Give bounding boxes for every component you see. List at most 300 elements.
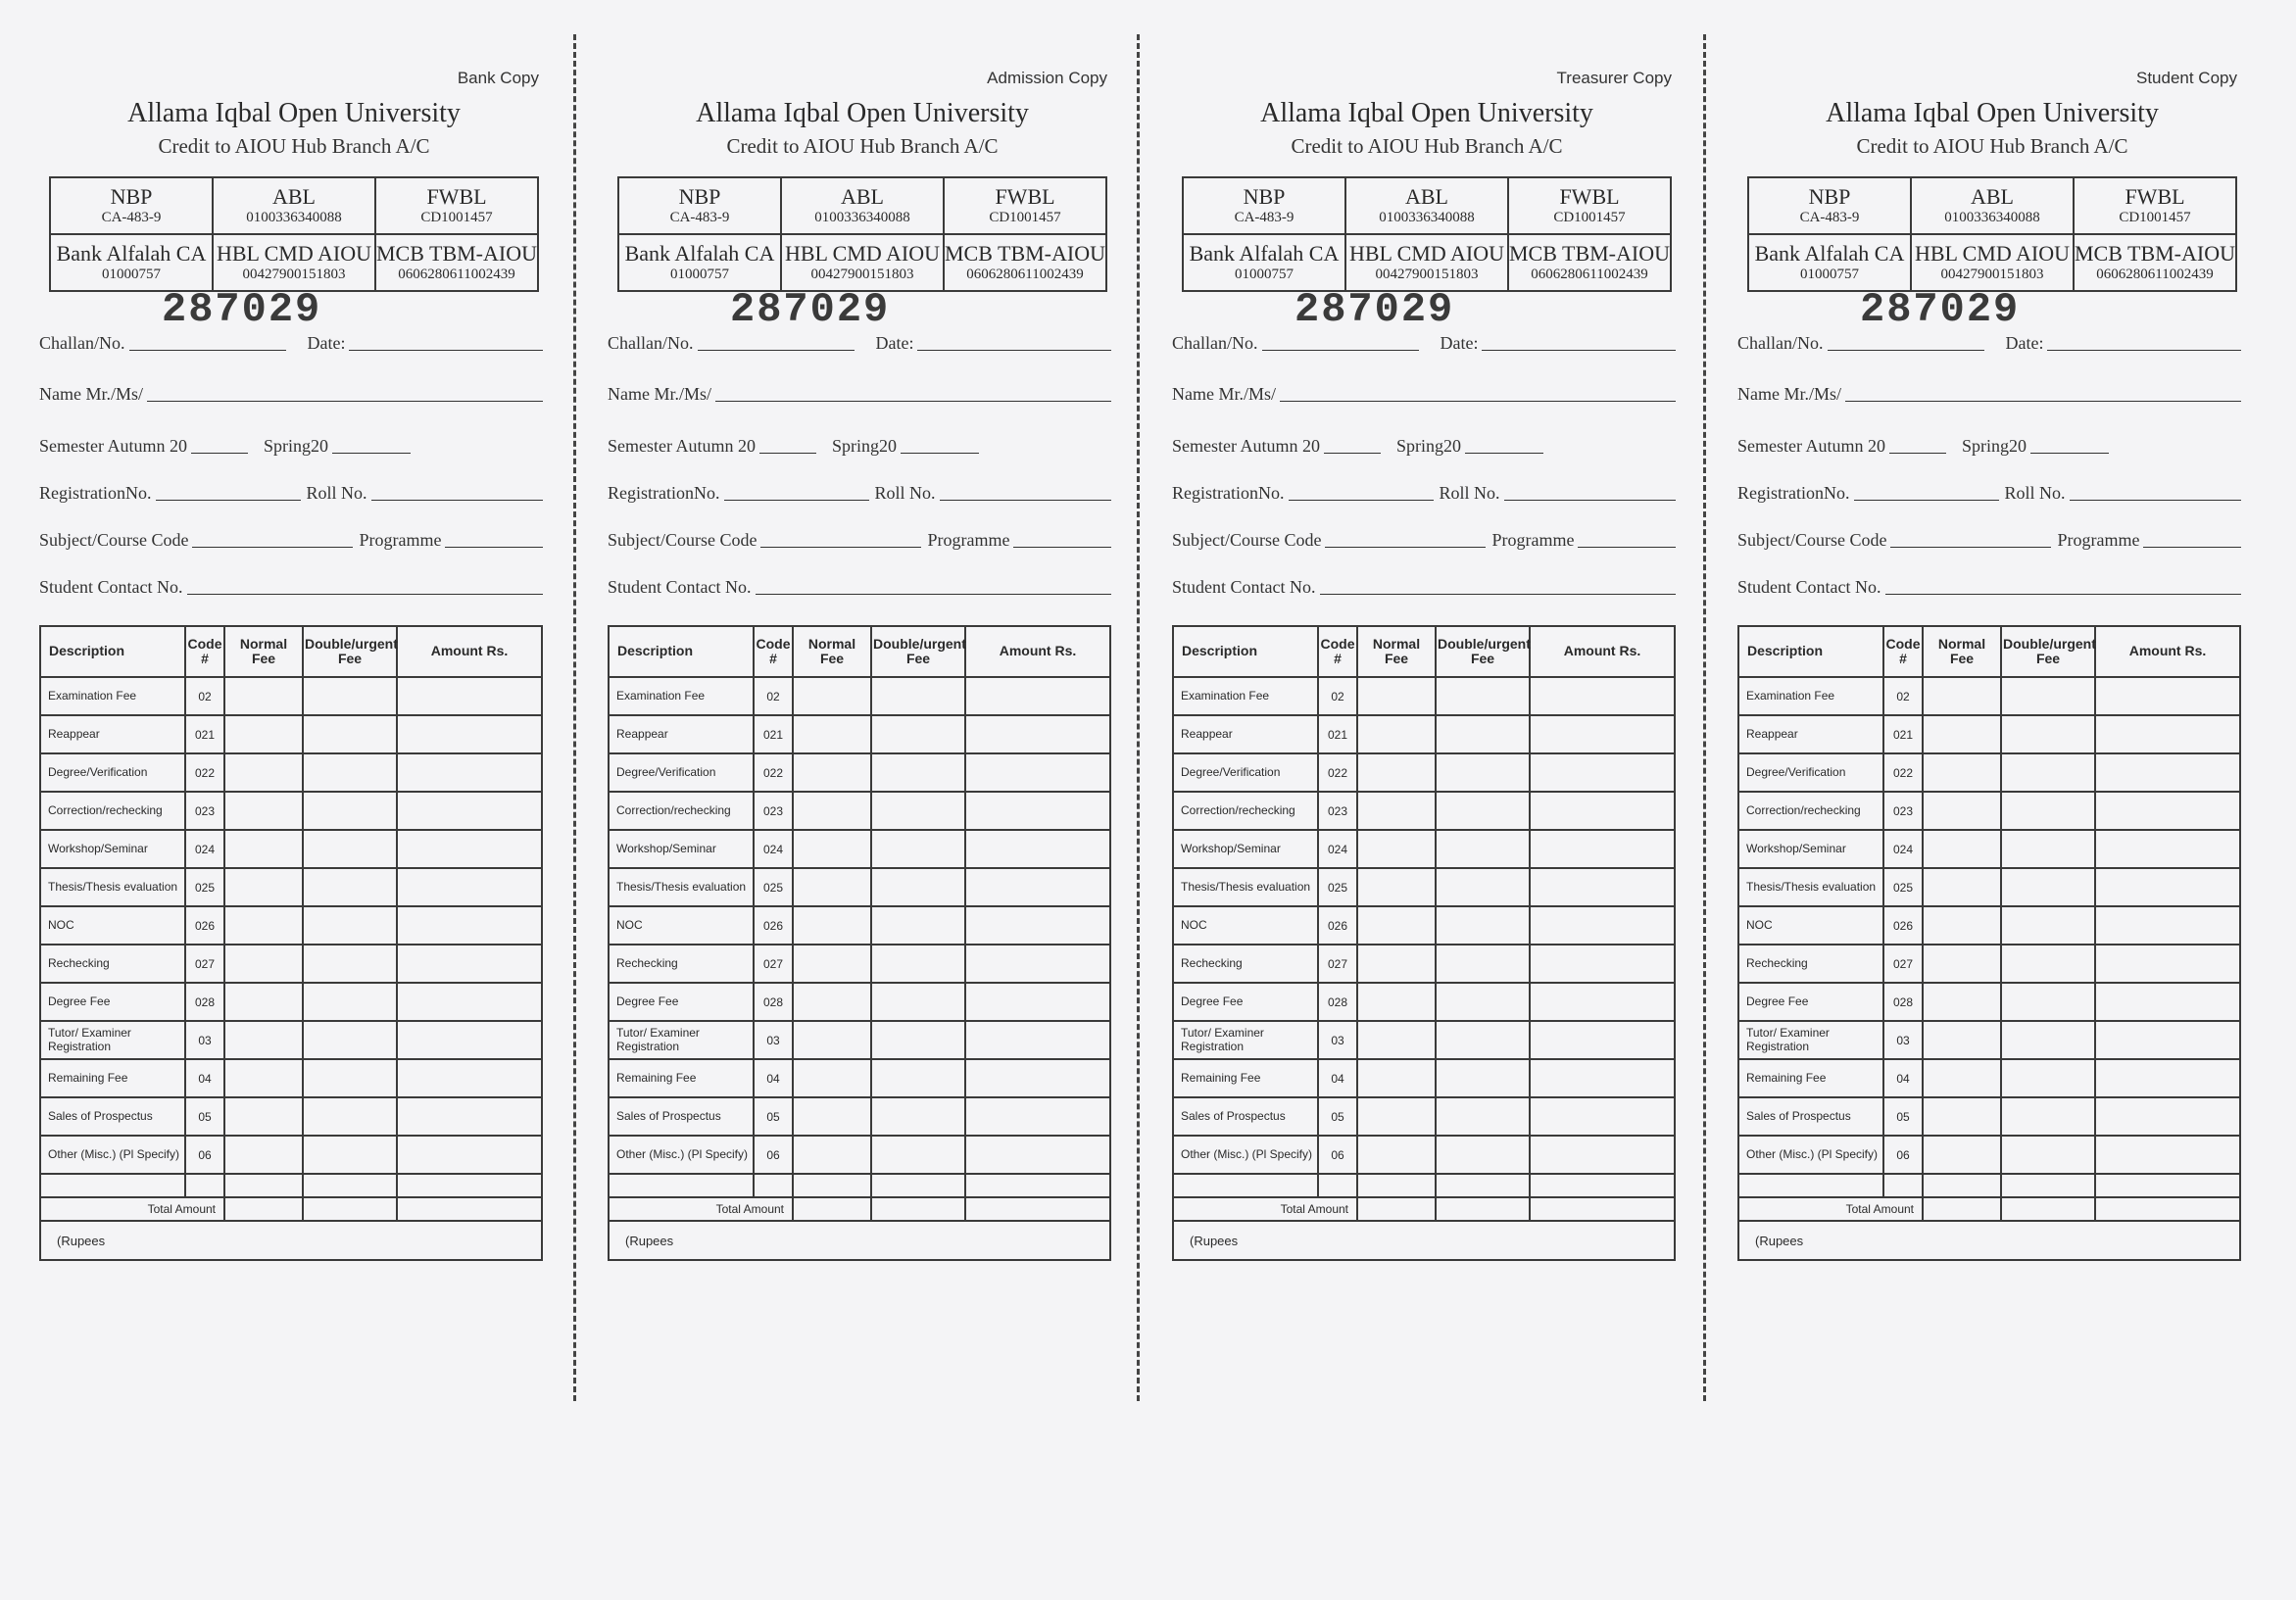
normal-fee-cell[interactable] bbox=[793, 1059, 871, 1097]
normal-fee-cell[interactable] bbox=[224, 677, 303, 715]
amount-cell[interactable] bbox=[1530, 830, 1675, 868]
double-fee-cell[interactable] bbox=[303, 753, 397, 792]
normal-fee-cell[interactable] bbox=[224, 753, 303, 792]
blank-cell[interactable] bbox=[871, 1174, 965, 1197]
autumn-year-field[interactable] bbox=[191, 435, 248, 454]
double-fee-header: Double/urgent Fee bbox=[871, 626, 965, 677]
bank-account: 0606280611002439 bbox=[398, 267, 515, 283]
fee-description: Correction/rechecking bbox=[609, 792, 754, 830]
programme-field[interactable] bbox=[1013, 529, 1111, 548]
normal-fee-cell[interactable] bbox=[793, 830, 871, 868]
fee-code: 022 bbox=[185, 753, 224, 792]
double-fee-cell[interactable] bbox=[303, 792, 397, 830]
double-fee-cell[interactable] bbox=[1436, 983, 1530, 1021]
amount-cell[interactable] bbox=[965, 945, 1110, 983]
spring-year-field[interactable] bbox=[1465, 435, 1543, 454]
cut-line-1 bbox=[573, 34, 576, 1401]
double-fee-cell[interactable] bbox=[303, 1059, 397, 1097]
amount-cell[interactable] bbox=[397, 753, 542, 792]
fee-code: 026 bbox=[754, 906, 793, 945]
normal-fee-cell[interactable] bbox=[793, 753, 871, 792]
rupees-row bbox=[609, 1221, 1110, 1260]
fee-code: 027 bbox=[754, 945, 793, 983]
double-fee-cell[interactable] bbox=[303, 1136, 397, 1174]
roll-field[interactable] bbox=[2070, 482, 2241, 501]
total-double-cell[interactable] bbox=[1436, 1197, 1530, 1221]
amount-cell[interactable] bbox=[1530, 1059, 1675, 1097]
normal-fee-cell[interactable] bbox=[1923, 906, 2001, 945]
double-fee-cell[interactable] bbox=[871, 1136, 965, 1174]
double-fee-cell[interactable] bbox=[2001, 830, 2095, 868]
amount-cell[interactable] bbox=[2095, 1097, 2240, 1136]
amount-cell[interactable] bbox=[397, 677, 542, 715]
double-fee-cell[interactable] bbox=[2001, 753, 2095, 792]
amount-cell[interactable] bbox=[2095, 945, 2240, 983]
fee-row bbox=[1173, 1021, 1675, 1059]
amount-cell[interactable] bbox=[2095, 830, 2240, 868]
fee-description: Tutor/ Examiner Registration bbox=[1173, 1021, 1318, 1059]
normal-fee-cell[interactable] bbox=[224, 715, 303, 753]
double-fee-cell[interactable] bbox=[871, 983, 965, 1021]
normal-fee-cell[interactable] bbox=[224, 792, 303, 830]
registration-field[interactable] bbox=[156, 482, 301, 501]
normal-fee-cell[interactable] bbox=[1923, 945, 2001, 983]
challan-no-field[interactable] bbox=[1262, 332, 1419, 351]
registration-field[interactable] bbox=[1289, 482, 1434, 501]
amount-cell[interactable] bbox=[965, 1021, 1110, 1059]
blank-cell[interactable] bbox=[303, 1174, 397, 1197]
bank-name: Bank Alfalah CA bbox=[56, 241, 207, 267]
double-fee-cell[interactable] bbox=[871, 868, 965, 906]
fee-row bbox=[1173, 1097, 1675, 1136]
amount-cell[interactable] bbox=[397, 792, 542, 830]
amount-cell[interactable] bbox=[2095, 753, 2240, 792]
amount-cell[interactable] bbox=[2095, 677, 2240, 715]
normal-fee-cell[interactable] bbox=[1357, 868, 1436, 906]
double-fee-cell[interactable] bbox=[1436, 1097, 1530, 1136]
double-fee-cell[interactable] bbox=[1436, 1059, 1530, 1097]
amount-cell[interactable] bbox=[1530, 792, 1675, 830]
programme-field[interactable] bbox=[445, 529, 543, 548]
bank-cell bbox=[944, 234, 1106, 291]
amount-cell[interactable] bbox=[1530, 868, 1675, 906]
double-fee-cell[interactable] bbox=[2001, 983, 2095, 1021]
date-field[interactable] bbox=[349, 332, 543, 351]
amount-cell[interactable] bbox=[1530, 983, 1675, 1021]
amount-cell[interactable] bbox=[965, 753, 1110, 792]
challan-no-field[interactable] bbox=[698, 332, 855, 351]
blank-cell[interactable] bbox=[793, 1174, 871, 1197]
semester-row bbox=[1172, 431, 1682, 457]
bank-account: CA-483-9 bbox=[101, 210, 162, 226]
normal-fee-cell[interactable] bbox=[1357, 906, 1436, 945]
normal-fee-cell[interactable] bbox=[1357, 792, 1436, 830]
contact-field[interactable] bbox=[756, 576, 1112, 595]
fee-row bbox=[609, 945, 1110, 983]
double-fee-cell[interactable] bbox=[871, 753, 965, 792]
amount-cell[interactable] bbox=[2095, 1136, 2240, 1174]
fee-description: Other (Misc.) (Pl Specify) bbox=[1173, 1136, 1318, 1174]
double-fee-cell[interactable] bbox=[1436, 906, 1530, 945]
date-label: Date: bbox=[875, 333, 914, 353]
normal-fee-cell[interactable] bbox=[793, 906, 871, 945]
normal-fee-cell[interactable] bbox=[1357, 830, 1436, 868]
amount-cell[interactable] bbox=[965, 868, 1110, 906]
programme-field[interactable] bbox=[2143, 529, 2241, 548]
amount-cell[interactable] bbox=[965, 1097, 1110, 1136]
total-normal-cell[interactable] bbox=[1923, 1197, 2001, 1221]
double-fee-cell[interactable] bbox=[1436, 830, 1530, 868]
normal-fee-cell[interactable] bbox=[1357, 1059, 1436, 1097]
double-fee-cell[interactable] bbox=[303, 868, 397, 906]
normal-fee-cell[interactable] bbox=[1357, 1136, 1436, 1174]
date-label: Date: bbox=[1440, 333, 1479, 353]
normal-fee-cell[interactable] bbox=[1357, 1021, 1436, 1059]
amount-cell[interactable] bbox=[2095, 715, 2240, 753]
name-field[interactable] bbox=[715, 383, 1111, 402]
bank-name: MCB TBM-AIOU bbox=[376, 241, 538, 267]
normal-fee-cell[interactable] bbox=[1923, 1059, 2001, 1097]
amount-cell[interactable] bbox=[965, 830, 1110, 868]
fee-description: Degree/Verification bbox=[1173, 753, 1318, 792]
total-amount-cell[interactable] bbox=[2095, 1197, 2240, 1221]
bank-accounts-table bbox=[617, 176, 1107, 292]
contact-field[interactable] bbox=[1320, 576, 1677, 595]
blank-cell[interactable] bbox=[1436, 1174, 1530, 1197]
challan-no-field[interactable] bbox=[1828, 332, 1984, 351]
total-amount-cell[interactable] bbox=[397, 1197, 542, 1221]
amount-cell[interactable] bbox=[397, 1059, 542, 1097]
double-fee-cell[interactable] bbox=[2001, 792, 2095, 830]
amount-cell[interactable] bbox=[1530, 1021, 1675, 1059]
normal-fee-cell[interactable] bbox=[793, 1097, 871, 1136]
double-fee-cell[interactable] bbox=[1436, 677, 1530, 715]
normal-fee-cell[interactable] bbox=[1923, 1097, 2001, 1136]
fee-row bbox=[1173, 792, 1675, 830]
double-fee-cell[interactable] bbox=[1436, 792, 1530, 830]
name-row bbox=[1737, 379, 2247, 405]
autumn-year-field[interactable] bbox=[1324, 435, 1381, 454]
blank-cell bbox=[1173, 1174, 1318, 1197]
spring-year-field[interactable] bbox=[2030, 435, 2109, 454]
double-fee-cell[interactable] bbox=[303, 715, 397, 753]
cut-line-3 bbox=[1703, 34, 1706, 1401]
fee-description: Examination Fee bbox=[1738, 677, 1883, 715]
blank-cell[interactable] bbox=[2001, 1174, 2095, 1197]
bank-account: CD1001457 bbox=[2119, 210, 2191, 226]
fee-row bbox=[40, 1021, 542, 1059]
bank-account: CA-483-9 bbox=[1799, 210, 1860, 226]
normal-fee-cell[interactable] bbox=[793, 677, 871, 715]
amount-cell[interactable] bbox=[2095, 983, 2240, 1021]
roll-field[interactable] bbox=[371, 482, 543, 501]
double-fee-cell[interactable] bbox=[303, 945, 397, 983]
fee-row bbox=[1173, 945, 1675, 983]
blank-cell[interactable] bbox=[397, 1174, 542, 1197]
fee-row bbox=[1738, 1136, 2240, 1174]
total-double-cell[interactable] bbox=[871, 1197, 965, 1221]
autumn-year-field[interactable] bbox=[1889, 435, 1946, 454]
bank-name: HBL CMD AIOU bbox=[1348, 241, 1505, 267]
bank-account: 01000757 bbox=[1235, 267, 1294, 283]
double-fee-cell[interactable] bbox=[871, 1097, 965, 1136]
bank-name: HBL CMD AIOU bbox=[216, 241, 372, 267]
double-fee-cell[interactable] bbox=[303, 677, 397, 715]
bank-account: 0606280611002439 bbox=[2096, 267, 2214, 283]
double-fee-cell[interactable] bbox=[1436, 868, 1530, 906]
amount-cell[interactable] bbox=[965, 983, 1110, 1021]
total-amount-cell[interactable] bbox=[965, 1197, 1110, 1221]
double-fee-cell[interactable] bbox=[2001, 677, 2095, 715]
registration-field[interactable] bbox=[1854, 482, 1999, 501]
roll-label: Roll No. bbox=[874, 483, 936, 503]
blank-cell[interactable] bbox=[1530, 1174, 1675, 1197]
double-fee-cell[interactable] bbox=[2001, 1021, 2095, 1059]
bank-cell bbox=[50, 177, 213, 234]
amount-cell[interactable] bbox=[2095, 868, 2240, 906]
double-fee-cell[interactable] bbox=[871, 945, 965, 983]
double-fee-cell[interactable] bbox=[1436, 753, 1530, 792]
name-field[interactable] bbox=[147, 383, 543, 402]
spring-label: Spring20 bbox=[1396, 436, 1462, 456]
amount-cell[interactable] bbox=[965, 1059, 1110, 1097]
total-amount-label: Total Amount bbox=[1173, 1197, 1357, 1221]
amount-cell[interactable] bbox=[397, 983, 542, 1021]
bank-cell bbox=[2074, 177, 2236, 234]
normal-fee-cell[interactable] bbox=[224, 1059, 303, 1097]
normal-fee-cell[interactable] bbox=[224, 1021, 303, 1059]
roll-field[interactable] bbox=[1504, 482, 1676, 501]
total-normal-cell[interactable] bbox=[1357, 1197, 1436, 1221]
normal-fee-cell[interactable] bbox=[224, 983, 303, 1021]
normal-fee-cell[interactable] bbox=[1923, 1021, 2001, 1059]
code-header: Code # bbox=[1883, 626, 1923, 677]
amount-cell[interactable] bbox=[2095, 1059, 2240, 1097]
fee-code: 025 bbox=[185, 868, 224, 906]
amount-cell[interactable] bbox=[965, 715, 1110, 753]
normal-fee-cell[interactable] bbox=[1357, 1097, 1436, 1136]
blank-row bbox=[1738, 1174, 2240, 1197]
fee-code: 04 bbox=[754, 1059, 793, 1097]
double-fee-cell[interactable] bbox=[2001, 1097, 2095, 1136]
rupees-in-words-field[interactable]: (Rupees bbox=[609, 1221, 1110, 1260]
fee-row bbox=[609, 715, 1110, 753]
normal-fee-cell[interactable] bbox=[224, 868, 303, 906]
double-fee-cell[interactable] bbox=[1436, 1136, 1530, 1174]
double-fee-cell[interactable] bbox=[303, 983, 397, 1021]
normal-fee-cell[interactable] bbox=[1923, 753, 2001, 792]
amount-cell[interactable] bbox=[965, 906, 1110, 945]
double-fee-cell[interactable] bbox=[871, 677, 965, 715]
double-fee-cell[interactable] bbox=[1436, 945, 1530, 983]
normal-fee-cell[interactable] bbox=[1923, 792, 2001, 830]
double-fee-cell[interactable] bbox=[2001, 1059, 2095, 1097]
blank-cell[interactable] bbox=[1357, 1174, 1436, 1197]
fee-row bbox=[609, 983, 1110, 1021]
fee-code: 028 bbox=[754, 983, 793, 1021]
amount-cell[interactable] bbox=[1530, 677, 1675, 715]
normal-fee-cell[interactable] bbox=[1923, 868, 2001, 906]
amount-cell[interactable] bbox=[397, 715, 542, 753]
date-field[interactable] bbox=[917, 332, 1111, 351]
double-fee-cell[interactable] bbox=[871, 830, 965, 868]
fee-code: 04 bbox=[1883, 1059, 1923, 1097]
normal-fee-cell[interactable] bbox=[1357, 945, 1436, 983]
normal-fee-cell[interactable] bbox=[793, 1136, 871, 1174]
amount-cell[interactable] bbox=[1530, 906, 1675, 945]
normal-fee-cell[interactable] bbox=[1923, 983, 2001, 1021]
fee-description: Remaining Fee bbox=[1738, 1059, 1883, 1097]
fee-description: Other (Misc.) (Pl Specify) bbox=[1738, 1136, 1883, 1174]
amount-cell[interactable] bbox=[1530, 1136, 1675, 1174]
rupees-in-words-field[interactable]: (Rupees bbox=[1738, 1221, 2240, 1260]
bank-account: 01000757 bbox=[670, 267, 729, 283]
normal-fee-cell[interactable] bbox=[224, 1097, 303, 1136]
double-fee-cell[interactable] bbox=[2001, 868, 2095, 906]
fee-row bbox=[40, 906, 542, 945]
amount-cell[interactable] bbox=[397, 945, 542, 983]
blank-cell[interactable] bbox=[2095, 1174, 2240, 1197]
normal-fee-cell[interactable] bbox=[1357, 677, 1436, 715]
challan-no-field[interactable] bbox=[129, 332, 286, 351]
rupees-in-words-field[interactable]: (Rupees bbox=[40, 1221, 542, 1260]
normal-fee-cell[interactable] bbox=[793, 792, 871, 830]
double-fee-cell[interactable] bbox=[871, 906, 965, 945]
normal-fee-cell[interactable] bbox=[793, 715, 871, 753]
contact-field[interactable] bbox=[1885, 576, 2242, 595]
amount-cell[interactable] bbox=[965, 792, 1110, 830]
double-fee-cell[interactable] bbox=[2001, 715, 2095, 753]
autumn-year-field[interactable] bbox=[759, 435, 816, 454]
double-fee-cell[interactable] bbox=[2001, 906, 2095, 945]
double-fee-cell[interactable] bbox=[2001, 1136, 2095, 1174]
amount-cell[interactable] bbox=[1530, 715, 1675, 753]
contact-field[interactable] bbox=[187, 576, 544, 595]
normal-fee-cell[interactable] bbox=[224, 906, 303, 945]
double-fee-cell[interactable] bbox=[871, 715, 965, 753]
amount-cell[interactable] bbox=[397, 1097, 542, 1136]
double-fee-cell[interactable] bbox=[871, 1021, 965, 1059]
amount-cell[interactable] bbox=[2095, 906, 2240, 945]
bank-accounts-table bbox=[1747, 176, 2237, 292]
normal-fee-cell[interactable] bbox=[1357, 753, 1436, 792]
programme-field[interactable] bbox=[1578, 529, 1676, 548]
subject-field[interactable] bbox=[1890, 529, 2051, 548]
double-fee-cell[interactable] bbox=[871, 1059, 965, 1097]
total-normal-cell[interactable] bbox=[793, 1197, 871, 1221]
subject-label: Subject/Course Code bbox=[1172, 530, 1322, 550]
date-field[interactable] bbox=[1482, 332, 1676, 351]
total-amount-label: Total Amount bbox=[1738, 1197, 1923, 1221]
double-fee-cell[interactable] bbox=[303, 1097, 397, 1136]
challan-date-row bbox=[39, 328, 549, 354]
university-title: Allama Iqbal Open University bbox=[1260, 98, 1593, 128]
normal-fee-cell[interactable] bbox=[224, 830, 303, 868]
amount-cell[interactable] bbox=[397, 906, 542, 945]
normal-fee-cell[interactable] bbox=[1357, 715, 1436, 753]
double-fee-cell[interactable] bbox=[1436, 715, 1530, 753]
bank-cell bbox=[618, 177, 781, 234]
fee-row bbox=[1173, 906, 1675, 945]
subject-field[interactable] bbox=[192, 529, 353, 548]
normal-fee-cell[interactable] bbox=[793, 868, 871, 906]
date-field[interactable] bbox=[2047, 332, 2241, 351]
double-fee-cell[interactable] bbox=[303, 906, 397, 945]
amount-cell[interactable] bbox=[397, 830, 542, 868]
contact-label: Student Contact No. bbox=[608, 577, 752, 597]
amount-cell[interactable] bbox=[2095, 792, 2240, 830]
total-double-cell[interactable] bbox=[2001, 1197, 2095, 1221]
registration-field[interactable] bbox=[724, 482, 869, 501]
double-fee-cell[interactable] bbox=[2001, 945, 2095, 983]
blank-cell[interactable] bbox=[224, 1174, 303, 1197]
name-field[interactable] bbox=[1280, 383, 1676, 402]
normal-fee-cell[interactable] bbox=[793, 983, 871, 1021]
double-fee-header: Double/urgent Fee bbox=[303, 626, 397, 677]
bank-name: ABL bbox=[1405, 184, 1448, 210]
bank-name: HBL CMD AIOU bbox=[1914, 241, 2071, 267]
fee-row bbox=[1738, 868, 2240, 906]
amount-cell[interactable] bbox=[1530, 1097, 1675, 1136]
amount-cell[interactable] bbox=[397, 1021, 542, 1059]
amount-cell[interactable] bbox=[965, 1136, 1110, 1174]
fee-code: 028 bbox=[1883, 983, 1923, 1021]
amount-cell[interactable] bbox=[1530, 753, 1675, 792]
normal-fee-cell[interactable] bbox=[224, 1136, 303, 1174]
rupees-in-words-field[interactable]: (Rupees bbox=[1173, 1221, 1675, 1260]
double-fee-cell[interactable] bbox=[871, 792, 965, 830]
fee-description: Remaining Fee bbox=[1173, 1059, 1318, 1097]
normal-fee-cell[interactable] bbox=[1923, 677, 2001, 715]
normal-fee-cell[interactable] bbox=[793, 1021, 871, 1059]
normal-fee-cell[interactable] bbox=[1923, 830, 2001, 868]
semester-label: Semester Autumn 20 bbox=[1737, 436, 1885, 456]
semester-row bbox=[39, 431, 549, 457]
amount-cell[interactable] bbox=[397, 868, 542, 906]
double-fee-cell[interactable] bbox=[303, 830, 397, 868]
fee-code: 027 bbox=[1883, 945, 1923, 983]
challan-number: 287029 bbox=[162, 286, 322, 333]
amount-cell[interactable] bbox=[1530, 945, 1675, 983]
fee-row bbox=[609, 1059, 1110, 1097]
normal-fee-cell[interactable] bbox=[1357, 983, 1436, 1021]
amount-cell[interactable] bbox=[965, 677, 1110, 715]
double-fee-cell[interactable] bbox=[1436, 1021, 1530, 1059]
fee-row bbox=[1738, 983, 2240, 1021]
name-field[interactable] bbox=[1845, 383, 2241, 402]
fee-row bbox=[1173, 983, 1675, 1021]
spring-year-field[interactable] bbox=[901, 435, 979, 454]
blank-cell[interactable] bbox=[965, 1174, 1110, 1197]
normal-fee-cell[interactable] bbox=[1923, 715, 2001, 753]
total-amount-cell[interactable] bbox=[1530, 1197, 1675, 1221]
normal-fee-cell[interactable] bbox=[793, 945, 871, 983]
roll-field[interactable] bbox=[940, 482, 1111, 501]
amount-cell[interactable] bbox=[397, 1136, 542, 1174]
double-fee-cell[interactable] bbox=[303, 1021, 397, 1059]
blank-cell[interactable] bbox=[1923, 1174, 2001, 1197]
fee-description: Correction/rechecking bbox=[40, 792, 185, 830]
spring-year-field[interactable] bbox=[332, 435, 411, 454]
total-normal-cell[interactable] bbox=[224, 1197, 303, 1221]
normal-fee-cell[interactable] bbox=[1923, 1136, 2001, 1174]
fee-description: Other (Misc.) (Pl Specify) bbox=[609, 1136, 754, 1174]
total-double-cell[interactable] bbox=[303, 1197, 397, 1221]
normal-fee-cell[interactable] bbox=[224, 945, 303, 983]
amount-cell[interactable] bbox=[2095, 1021, 2240, 1059]
subject-field[interactable] bbox=[1325, 529, 1486, 548]
subject-field[interactable] bbox=[760, 529, 921, 548]
